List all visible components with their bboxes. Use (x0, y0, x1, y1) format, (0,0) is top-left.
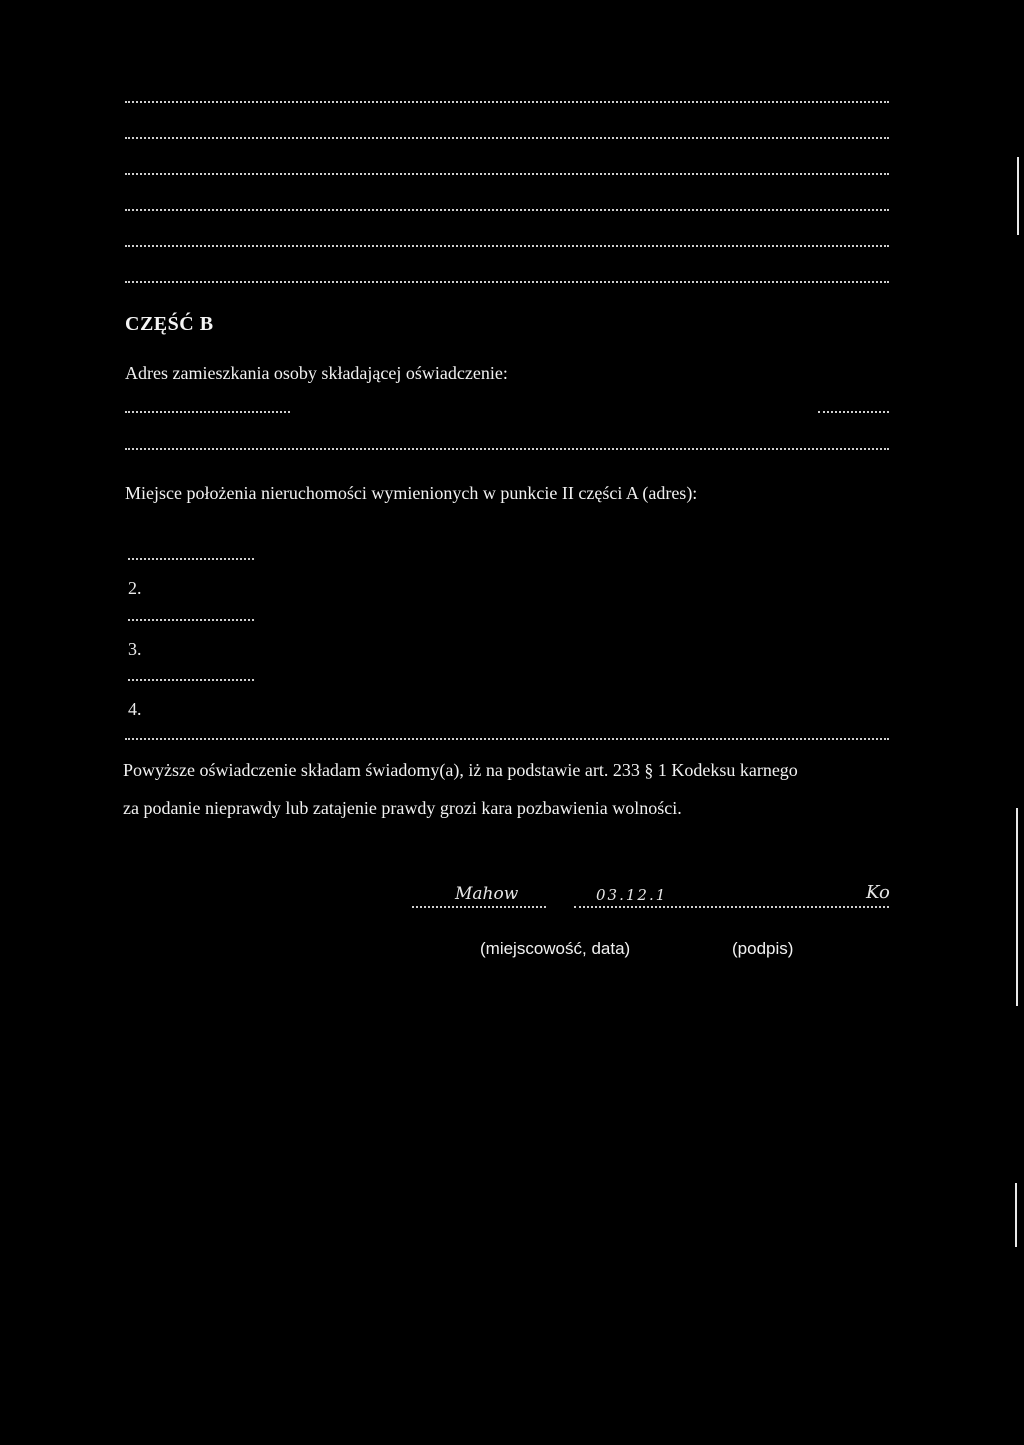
dotted-line (125, 281, 889, 283)
signature-dotted-line (574, 906, 889, 908)
dotted-line (125, 411, 290, 413)
list-number: 2. (128, 578, 142, 598)
list-number: 4. (128, 699, 142, 719)
dotted-line (128, 558, 254, 560)
signature-caption: (podpis) (732, 939, 794, 958)
dotted-line (125, 245, 889, 247)
place-date-caption: (miejscowość, data) (480, 939, 631, 958)
scan-edge-mark (1017, 157, 1019, 235)
place-date-dotted-line (412, 906, 546, 908)
dotted-line (125, 173, 889, 175)
dotted-line (128, 619, 254, 621)
dotted-line (125, 209, 889, 211)
scan-edge-mark (1015, 1183, 1017, 1247)
handwritten-place: Mahow (455, 884, 519, 904)
dotted-line (818, 411, 889, 413)
dotted-line (125, 101, 889, 103)
list-number: 3. (128, 639, 142, 659)
declaration-line: za podanie nieprawdy lub zatajenie prawdy grozi kara pozbawienia wolności. (123, 798, 682, 818)
dotted-line (125, 448, 889, 450)
section-heading: CZĘŚĆ B (125, 313, 214, 335)
dotted-line (125, 137, 889, 139)
scan-edge-mark (1016, 808, 1018, 1006)
address-label: Adres zamieszkania osoby składającej oświadczenie: (125, 363, 508, 383)
dotted-line (128, 679, 254, 681)
property-location-label: Miejsce położenia nieruchomości wymienionych w punkcie II części A (adres): (125, 483, 698, 503)
declaration-line: Powyższe oświadczenie składam świadomy(a), iż na podstawie art. 233 § 1 Kodeksu karnego (123, 760, 798, 780)
dotted-line (125, 738, 889, 740)
handwritten-date: 03.12.1 (596, 886, 668, 904)
handwritten-initials: Ko (866, 882, 890, 903)
